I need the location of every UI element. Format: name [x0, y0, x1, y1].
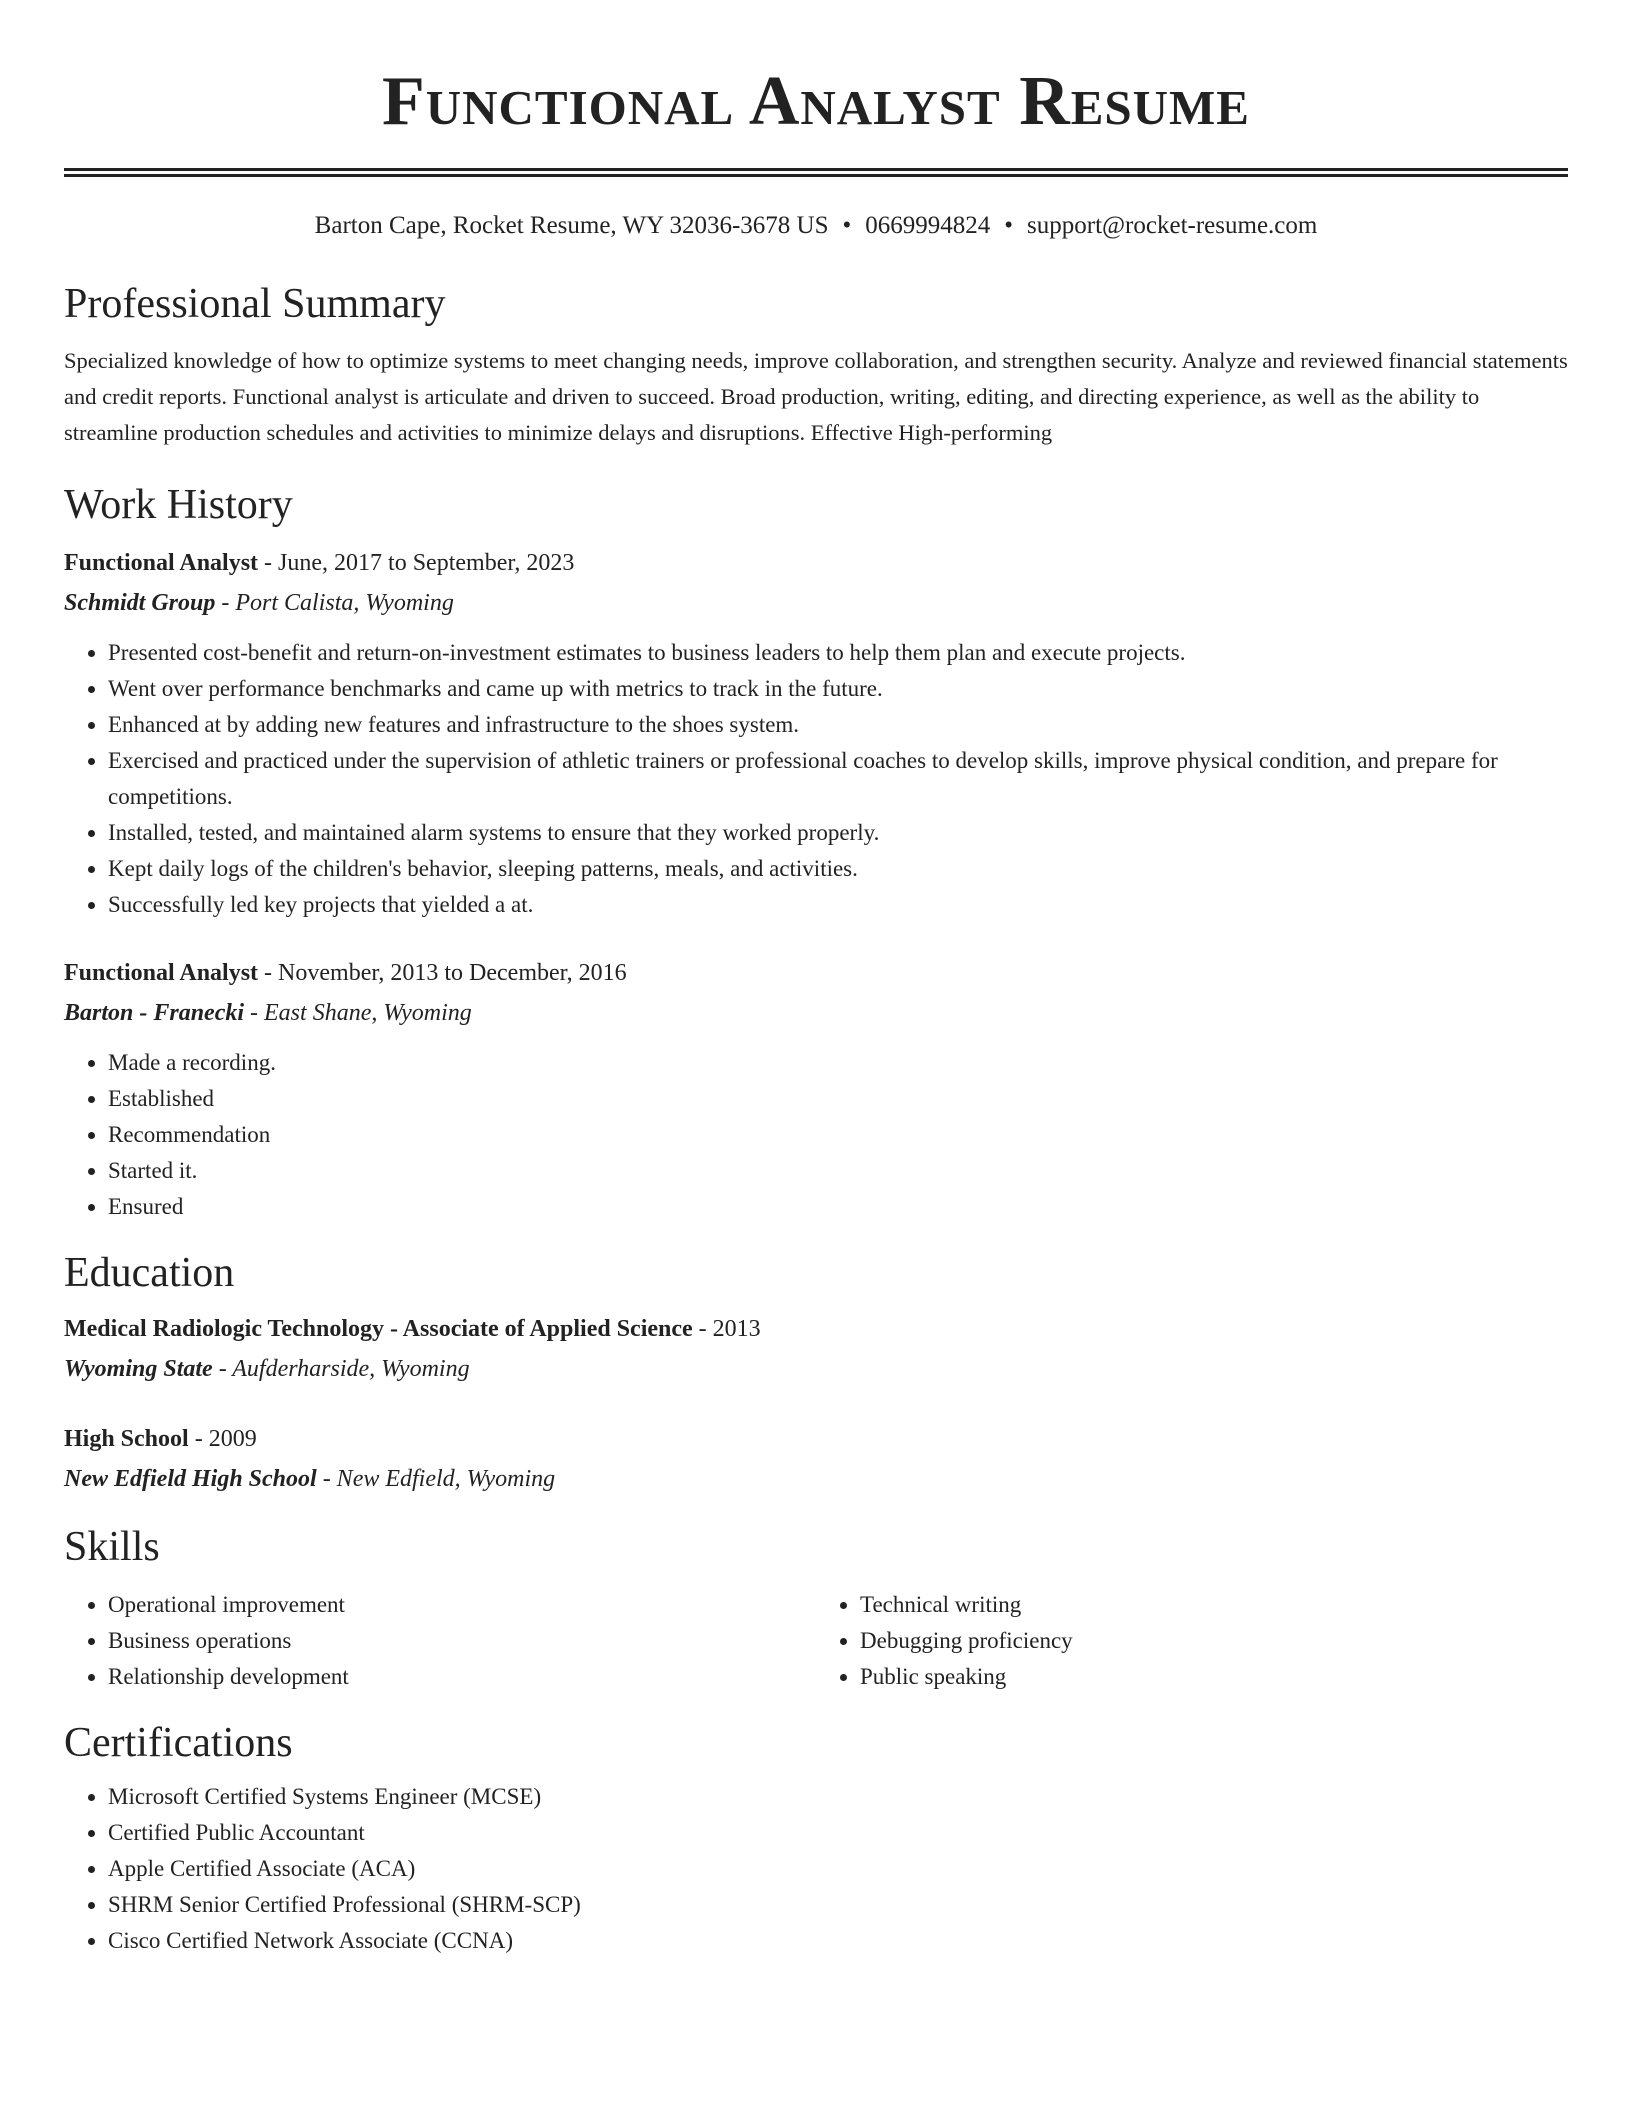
list-item: • SHRM Senior Certified Professional (SHRM-SCP)	[108, 1887, 1568, 1923]
job-duties-list	[64, 635, 1568, 923]
list-item: • Certified Public Accountant	[108, 1815, 1568, 1851]
degree-line	[64, 1309, 1568, 1349]
contact-address: Barton Cape, Rocket Resume, WY 32036-3678 US	[314, 212, 829, 239]
list-item: • Ensured	[108, 1189, 1568, 1225]
skills-list-right	[816, 1587, 1568, 1695]
company-location: - Port Calista, Wyoming	[215, 590, 454, 616]
list-item: • Presented cost-benefit and return-on-investment estimates to business leaders to help them plan and execute projects.	[108, 635, 1568, 671]
school-name: Wyoming State	[64, 1356, 213, 1382]
summary-text: Specialized knowledge of how to optimize systems to meet changing needs, improve collaboration, and strengthen security. Analyze and reviewed financial statements and credit reports. Functional analyst is articulate and driven to succeed. Broad production, writing, editing, and directing experience, as well as the ability to streamline production schedules and activities to minimize delays and disruptions. Effective High-performing	[64, 348, 1568, 445]
education-entry	[64, 1419, 1568, 1499]
list-item: • Microsoft Certified Systems Engineer (MCSE)	[108, 1779, 1568, 1815]
company-name: Schmidt Group	[64, 590, 216, 616]
education-heading: Education	[64, 1250, 235, 1296]
school-line	[64, 1459, 1568, 1499]
company-line	[64, 583, 1568, 623]
list-item: • Successfully led key projects that yielded a at.	[108, 887, 1568, 923]
school-location: - New Edfield, Wyoming	[316, 1466, 556, 1492]
job-title: Functional Analyst	[64, 960, 259, 986]
job-title-line	[64, 953, 1568, 993]
contact-separator: •	[1004, 212, 1014, 239]
job-dates: - June, 2017 to September, 2023	[258, 550, 575, 576]
resume-title: Functional Analyst Resume	[381, 63, 1250, 140]
list-item: • Started it.	[108, 1153, 1568, 1189]
list-item: • Enhanced at by adding new features and infrastructure to the shoes system.	[108, 707, 1568, 743]
job-title-line	[64, 543, 1568, 583]
contact-email: support@rocket-resume.com	[1027, 212, 1318, 239]
contact-phone: 0669994824	[865, 212, 991, 239]
job-entry	[64, 953, 1568, 1225]
school-name: New Edfield High School	[64, 1466, 317, 1492]
title-divider	[64, 168, 1568, 177]
list-item: • Established	[108, 1081, 1568, 1117]
list-item: • Debugging proficiency	[860, 1623, 1568, 1659]
list-item: • Relationship development	[108, 1659, 816, 1695]
degree-name: Medical Radiologic Technology - Associate of Applied Science	[64, 1316, 693, 1342]
list-item: • Went over performance benchmarks and came up with metrics to track in the future.	[108, 671, 1568, 707]
skills-grid	[64, 1587, 1568, 1695]
list-item: • Technical writing	[860, 1587, 1568, 1623]
list-item: • Exercised and practiced under the supervision of athletic trainers or professional coaches to develop skills, improve physical condition, and prepare for competitions.	[108, 743, 1568, 815]
list-item: • Kept daily logs of the children's behavior, sleeping patterns, meals, and activities.	[108, 851, 1568, 887]
company-name: Barton - Franecki	[64, 1000, 245, 1026]
list-item: • Operational improvement	[108, 1587, 816, 1623]
job-duties-list	[64, 1045, 1568, 1225]
skills-heading: Skills	[64, 1524, 160, 1570]
company-location: - East Shane, Wyoming	[244, 1000, 472, 1026]
graduation-year: - 2009	[188, 1426, 257, 1452]
certifications-list	[64, 1779, 1568, 1959]
list-item: • Recommendation	[108, 1117, 1568, 1153]
degree-line	[64, 1419, 1568, 1459]
summary-heading: Professional Summary	[64, 281, 446, 327]
contact-separator: •	[842, 212, 852, 239]
list-item: • Installed, tested, and maintained alarm systems to ensure that they worked properly.	[108, 815, 1568, 851]
certifications-heading: Certifications	[64, 1720, 293, 1766]
list-item: • Public speaking	[860, 1659, 1568, 1695]
list-item: • Made a recording.	[108, 1045, 1568, 1081]
skills-list-left	[64, 1587, 816, 1695]
education-entry	[64, 1309, 1568, 1389]
job-title: Functional Analyst	[64, 550, 259, 576]
company-line	[64, 993, 1568, 1033]
graduation-year: - 2013	[692, 1316, 761, 1342]
job-entry	[64, 543, 1568, 923]
contact-line	[64, 208, 1568, 244]
list-item: • Cisco Certified Network Associate (CCNA)	[108, 1923, 1568, 1959]
list-item: • Apple Certified Associate (ACA)	[108, 1851, 1568, 1887]
list-item: • Business operations	[108, 1623, 816, 1659]
school-location: - Aufderharside, Wyoming	[212, 1356, 470, 1382]
degree-name: High School	[64, 1426, 189, 1452]
work-history-heading: Work History	[64, 482, 293, 528]
job-dates: - November, 2013 to December, 2016	[258, 960, 627, 986]
school-line	[64, 1349, 1568, 1389]
